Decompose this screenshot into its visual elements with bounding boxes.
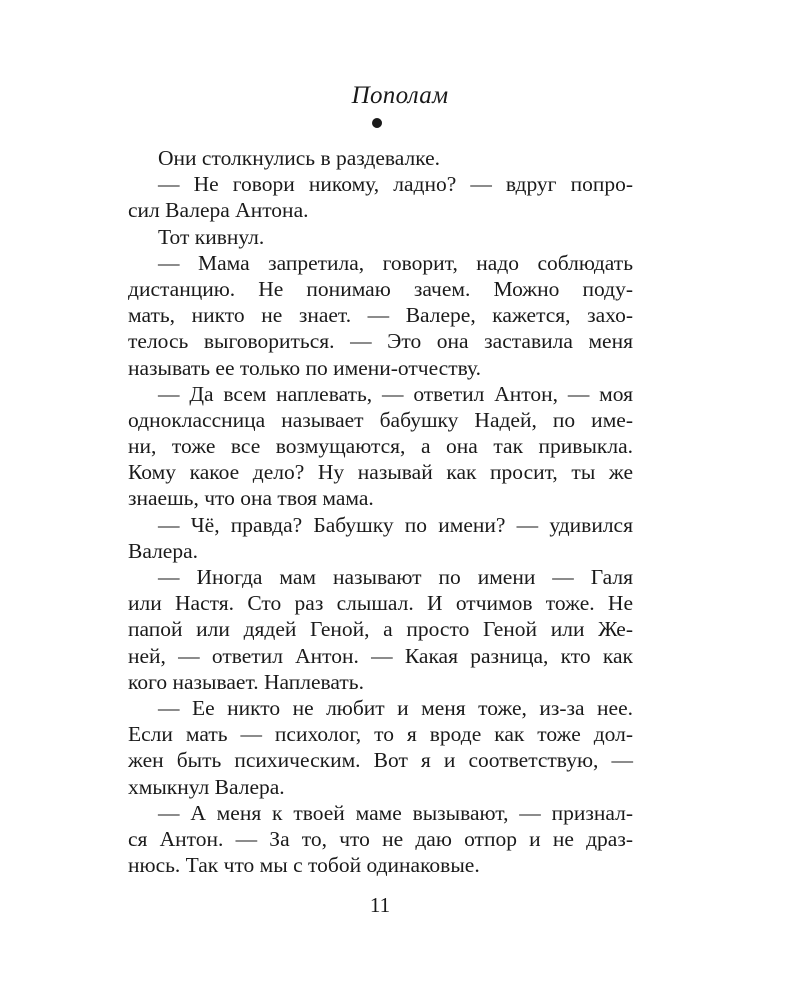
text-line: хмыкнул Валера.	[128, 774, 285, 799]
text-line: называть ее только по имени-отчеству.	[128, 355, 482, 380]
text-line: Если мать — психолог, то я вроде как тоже дол-	[128, 722, 633, 747]
text-line: — Да всем наплевать, — ответил Антон, — моя	[158, 381, 633, 406]
text-line: — Иногда мам называют по имени — Галя	[158, 565, 633, 589]
text-line: сил Валера Антона.	[128, 198, 309, 223]
text-line: ся Антон. — За то, что не даю отпор и не драз-	[128, 826, 633, 851]
page-number: 11	[369, 893, 391, 917]
text-line: жен быть психическим. Вот я и соответствую, —	[128, 748, 633, 773]
text-line: — Чё, правда? Бабушку по имени? — удивился	[158, 512, 633, 537]
text-line: нюсь. Так что мы с тобой одинаковые.	[128, 853, 480, 878]
text-line: — Не говори никому, ладно? — вдруг попро-	[158, 172, 633, 197]
text-line: телось выговориться. — Это она заставила меня	[128, 329, 633, 354]
text-line: знаешь, что она твоя мама.	[128, 486, 374, 511]
text-line: кого называет. Наплевать.	[128, 669, 364, 694]
text-line: мать, никто не знает. — Валере, кажется, захо-	[128, 303, 633, 328]
text-line: — Мама запретила, говорит, надо соблюдать	[158, 250, 633, 275]
text-block	[128, 145, 633, 878]
running-head: Пополам	[351, 82, 449, 109]
text-line: ни, тоже все возмущаются, а она так привыкла.	[128, 434, 633, 459]
text-line: Они столкнулись в раздевалке.	[158, 146, 441, 170]
text-line: дистанцию. Не понимаю зачем. Можно поду-	[128, 276, 633, 301]
text-line: Валера.	[128, 538, 199, 563]
text-line: или Настя. Сто раз слышал. И отчимов тоже. Не	[128, 591, 633, 616]
text-line: ней, — ответил Антон. — Какая разница, кто как	[128, 643, 633, 668]
text-line: Тот кивнул.	[158, 224, 265, 249]
text-line: одноклассница называет бабушку Надей, по име-	[128, 407, 633, 432]
text-line: папой или дядей Геной, а просто Геной или Же-	[128, 617, 633, 642]
bullet-ornament	[372, 118, 382, 128]
text-line: — Ее никто не любит и меня тоже, из-за нее.	[158, 695, 633, 720]
text-line: — А меня к твоей маме вызывают, — признал-	[158, 800, 633, 825]
text-line: Кому какое дело? Ну называй как просит, ты же	[128, 460, 633, 485]
